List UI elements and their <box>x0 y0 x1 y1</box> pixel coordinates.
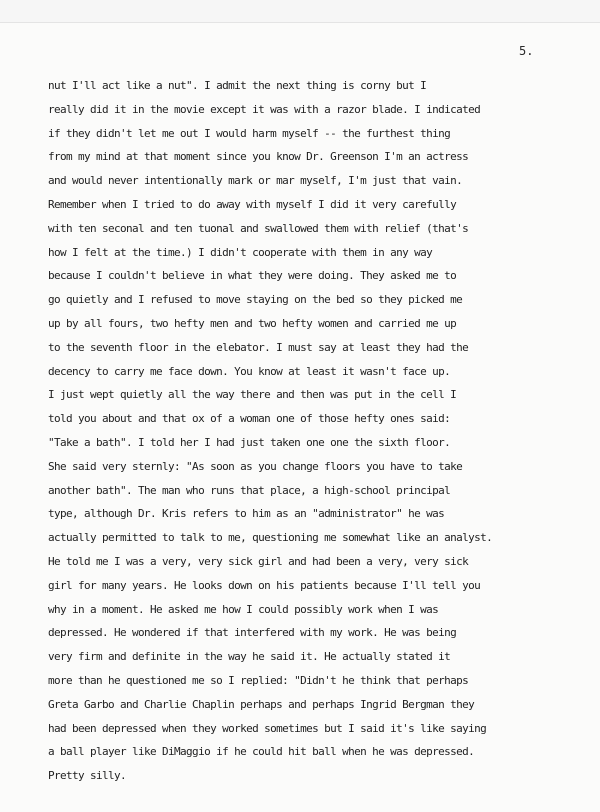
text-line: actually permitted to talk to me, questioning me somewhat like an analyst. <box>48 531 493 545</box>
text-line: a ball player like DiMaggio if he could hit ball when he was depressed. <box>48 745 475 759</box>
text-line: up by all fours, two hefty men and two hefty women and carried me up <box>48 316 457 330</box>
letter-body <box>48 74 593 788</box>
text-line: "Take a bath". I told her I had just taken one one the sixth floor. <box>48 435 451 449</box>
text-line: nut I'll act like a nut". I admit the next thing is corny but I <box>48 79 427 92</box>
text-line: told you about and that ox of a woman one of those hefty ones said: <box>48 412 451 426</box>
text-line: with ten seconal and ten tuonal and swallowed them with relief (that's <box>48 221 469 235</box>
page-number: 5. <box>519 44 534 58</box>
text-line: girl for many years. He looks down on his patients because I'll tell you <box>48 578 481 592</box>
text-line: Remember when I tried to do away with myself I did it very carefully <box>48 197 457 211</box>
text-line: and would never intentionally mark or mar myself, I'm just that vain. <box>48 174 463 188</box>
text-line: how I felt at the time.) I didn't cooperate with them in any way <box>48 245 433 259</box>
text-line: had been depressed when they worked sometimes but I said it's like saying <box>48 721 487 735</box>
text-line: decency to carry me face down. You know at least it wasn't face up. <box>48 364 451 378</box>
text-line: more than he questioned me so I replied: "Didn't he think that perhaps <box>48 673 469 687</box>
text-line: Greta Garbo and Charlie Chaplin perhaps and perhaps Ingrid Bergman they <box>48 697 475 711</box>
text-line: go quietly and I refused to move staying on the bed so they picked me <box>48 293 463 307</box>
text-line: if they didn't let me out I would harm myself -- the furthest thing <box>48 126 451 140</box>
page-top-edge <box>0 0 600 23</box>
text-line: I just wept quietly all the way there and then was put in the cell I <box>48 388 457 402</box>
text-line: to the seventh floor in the elebator. I must say at least they had the <box>48 340 469 354</box>
text-line: He told me I was a very, very sick girl and had been a very, very sick <box>48 554 469 568</box>
text-line: depressed. He wondered if that interfered with my work. He was being <box>48 626 457 640</box>
text-line: from my mind at that moment since you know Dr. Greenson I'm an actress <box>48 150 469 164</box>
text-line: really did it in the movie except it was with a razor blade. I indicated <box>48 102 481 116</box>
text-line: type, although Dr. Kris refers to him as an "administrator" he was <box>48 507 445 521</box>
text-line: another bath". The man who runs that place, a high-school principal <box>48 483 451 497</box>
text-line: She said very sternly: "As soon as you change floors you have to take <box>48 459 463 473</box>
text-line: because I couldn't believe in what they were doing. They asked me to <box>48 269 457 283</box>
text-line: very firm and definite in the way he said it. He actually stated it <box>48 650 451 664</box>
text-line: Pretty silly. <box>48 769 127 783</box>
text-line: why in a moment. He asked me how I could possibly work when I was <box>48 602 439 616</box>
